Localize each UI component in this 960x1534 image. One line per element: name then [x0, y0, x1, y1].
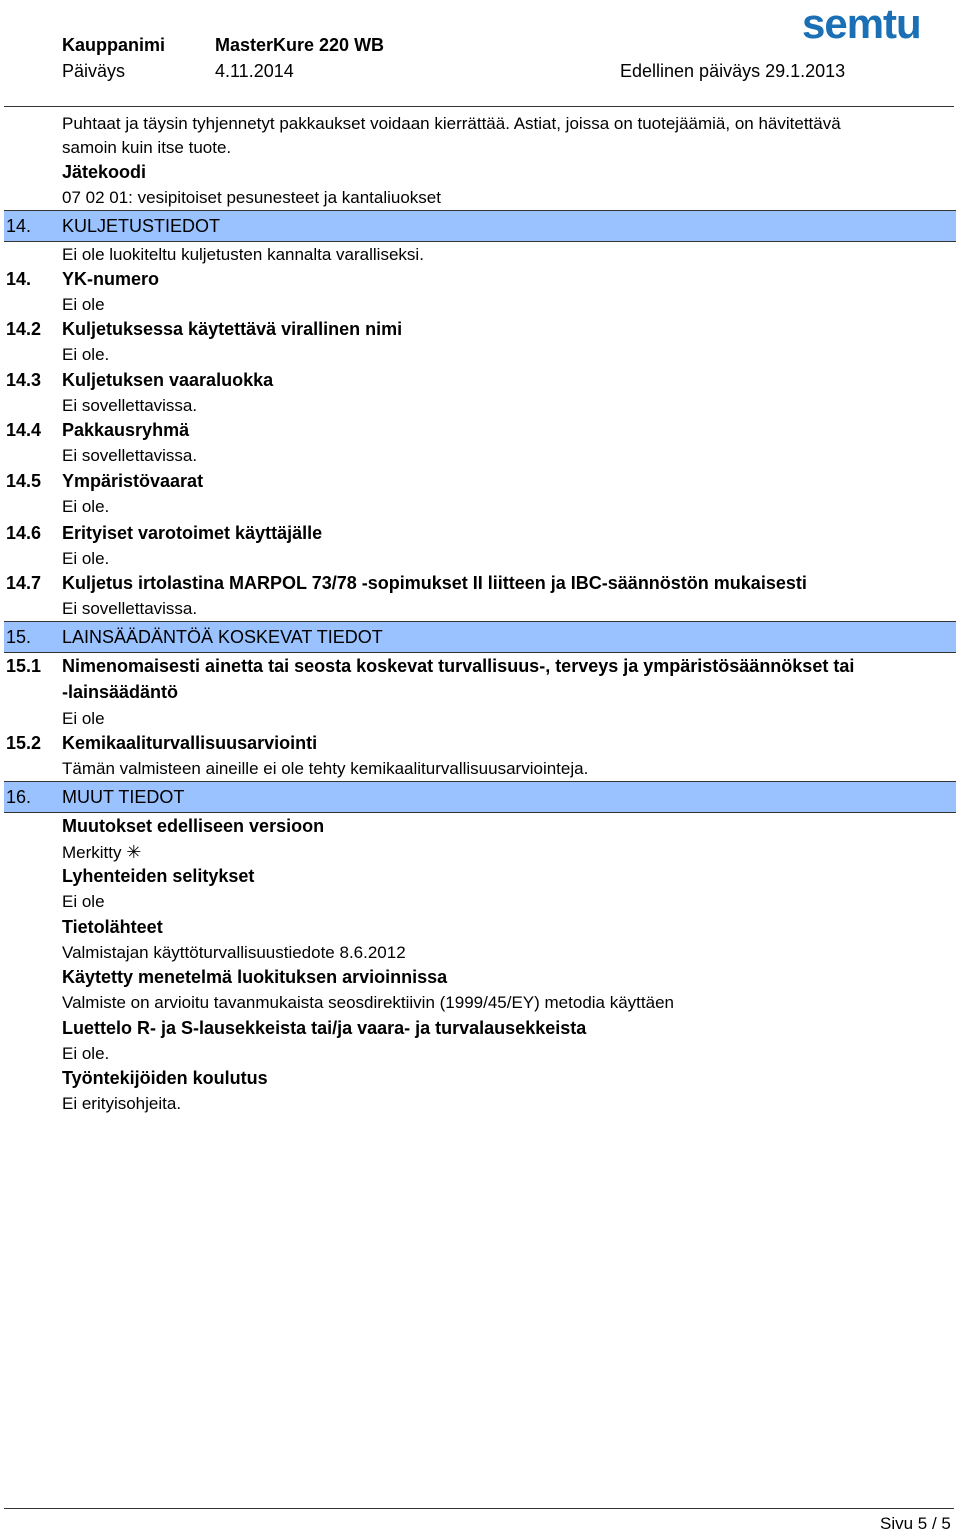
subsection-number: 15.2 [6, 733, 42, 753]
subsection-value: Ei ole. [62, 497, 110, 516]
entry-value: Ei ole. [62, 1044, 110, 1063]
section-number: 14. [6, 216, 32, 236]
waste-code-value: 07 02 01: vesipitoiset pesunesteet ja kantaliuokset [62, 188, 441, 207]
product-label: Kauppanimi [62, 35, 166, 55]
subsection-title: Pakkausryhmä [62, 420, 190, 440]
change-marker-text: Merkitty [62, 843, 122, 862]
section-14-intro: Ei ole luokiteltu kuljetusten kannalta varalliseksi. [62, 245, 424, 264]
section-number: 16. [6, 787, 32, 807]
subsection-title: Kemikaaliturvallisuusarviointi [62, 733, 318, 753]
entry-value: Ei ole [62, 892, 105, 911]
entry-value: Valmistajan käyttöturvallisuustiedote 8.6.2012 [62, 943, 406, 962]
subsection-title: Kuljetuksen vaaraluokka [62, 370, 274, 390]
subsection-value: Ei sovellettavissa. [62, 396, 198, 415]
subsection-number: 14.5 [6, 471, 42, 491]
subsection-value: Ei ole [62, 295, 105, 314]
entry-heading: Tietolähteet [62, 917, 163, 937]
section-number: 15. [6, 627, 32, 647]
subsection-number: 14.2 [6, 319, 42, 339]
subsection-value: Ei sovellettavissa. [62, 446, 198, 465]
subsection-value: Ei sovellettavissa. [62, 599, 198, 618]
date-value: 4.11.2014 [215, 61, 294, 81]
subsection-number: 14.7 [6, 573, 42, 593]
subsection-title: Kuljetus irtolastina MARPOL 73/78 -sopimukset II liitteen ja IBC-säännöstön mukaisesti [62, 573, 807, 593]
subsection-title: Ympäristövaarat [62, 471, 204, 491]
subsection-value: Ei ole. [62, 549, 110, 568]
subsection-number: 14.6 [6, 523, 42, 543]
subsection-number: 14. [6, 269, 32, 289]
semtu-logo: semtu [802, 0, 921, 47]
subsection-value: Ei ole. [62, 345, 110, 364]
section-title: MUUT TIEDOT [62, 787, 185, 807]
subsection-value: Tämän valmisteen aineille ei ole tehty kemikaaliturvallisuusarviointeja. [62, 759, 589, 778]
subsection-title: Erityiset varotoimet käyttäjälle [62, 523, 323, 543]
previous-date: Edellinen päiväys 29.1.2013 [620, 61, 846, 81]
header-rule [4, 106, 954, 107]
entry-heading: Käytetty menetelmä luokituksen arvioinnissa [62, 967, 448, 987]
subsection-title-line1: Nimenomaisesti ainetta tai seosta koskevat turvallisuus-, terveys ja ympäristösäännökset tai [62, 656, 855, 676]
entry-heading: Lyhenteiden selitykset [62, 866, 255, 886]
waste-code-heading: Jätekoodi [62, 162, 147, 182]
subsection-number: 15.1 [6, 656, 42, 676]
entry-value: Valmiste on arvioitu tavanmukaista seosdirektiivin (1999/45/EY) metodia käyttäen [62, 993, 674, 1012]
subsection-number: 14.4 [6, 420, 42, 440]
entry-value: Ei erityisohjeita. [62, 1094, 182, 1113]
date-label: Päiväys [62, 61, 126, 81]
entry-heading: Muutokset edelliseen versioon [62, 816, 325, 836]
entry-heading: Työntekijöiden koulutus [62, 1068, 268, 1088]
asterisk-icon: ✳ [126, 842, 142, 862]
subsection-value: Ei ole [62, 709, 105, 728]
section-16-header [4, 781, 956, 813]
waste-text-line1: Puhtaat ja täysin tyhjennetyt pakkaukset voidaan kierrättää. Astiat, joissa on tuotejäämiä, on hävitettävä [62, 114, 841, 133]
footer-rule [4, 1508, 954, 1509]
waste-text-line2: samoin kuin itse tuote. [62, 138, 232, 157]
page-number: Sivu 5 / 5 [880, 1514, 951, 1533]
section-15-header [4, 621, 956, 653]
subsection-title-line2: -lainsäädäntö [62, 682, 179, 702]
section-title: LAINSÄÄDÄNTÖÄ KOSKEVAT TIEDOT [62, 627, 383, 647]
entry-value [62, 842, 141, 863]
subsection-title: YK-numero [62, 269, 160, 289]
entry-heading: Luettelo R- ja S-lausekkeista tai/ja vaara- ja turvalausekkeista [62, 1018, 587, 1038]
subsection-title: Kuljetuksessa käytettävä virallinen nimi [62, 319, 403, 339]
subsection-number: 14.3 [6, 370, 42, 390]
product-name: MasterKure 220 WB [215, 35, 385, 55]
section-title: KULJETUSTIEDOT [62, 216, 221, 236]
section-14-header [4, 210, 956, 242]
